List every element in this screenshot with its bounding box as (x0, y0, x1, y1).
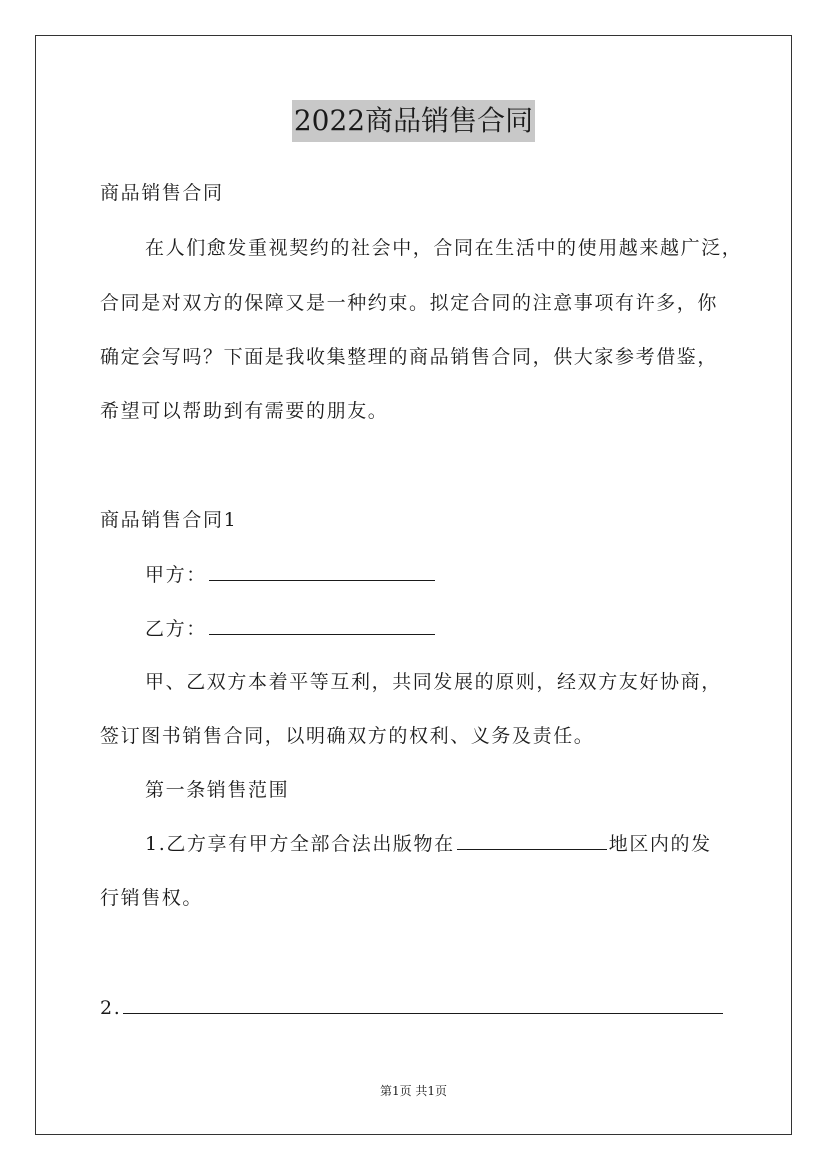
intro-line-4: 希望可以帮助到有需要的朋友。 (100, 400, 389, 422)
clause-1-prefix: 1.乙方享有甲方全部合法出版物在 (145, 833, 455, 855)
clause-2-prefix: 2. (100, 997, 122, 1019)
party-b-label: 乙方： (145, 618, 207, 640)
party-a-label: 甲方： (145, 564, 207, 586)
intro-line-1: 在人们愈发重视契约的社会中，合同在生活中的使用越来越广泛， (145, 237, 743, 259)
clause-1-line (145, 831, 712, 857)
document-title: 2022商品销售合同 (292, 100, 535, 142)
intro-line-3: 确定会写吗？下面是我收集整理的商品销售合同，供大家参考借鉴， (100, 346, 719, 368)
clause-1-cont: 行销售权。 (100, 887, 204, 909)
party-a-line (145, 562, 437, 588)
party-b-line (145, 616, 437, 642)
subheading: 商品销售合同 (100, 182, 224, 204)
page-footer: 第1页 共1页 (379, 1084, 448, 1098)
party-b-blank (209, 616, 435, 635)
article-1-title: 第一条销售范围 (145, 779, 290, 801)
clause-1-suffix: 地区内的发 (608, 833, 712, 855)
clause-2-line (100, 995, 725, 1021)
party-a-blank (209, 562, 435, 581)
agreement-line-2: 签订图书销售合同，以明确双方的权利、义务及责任。 (100, 725, 595, 747)
section-title: 商品销售合同1 (100, 509, 238, 531)
agreement-line-1: 甲、乙双方本着平等互利，共同发展的原则，经双方友好协商， (145, 671, 722, 693)
clause-2-blank (123, 995, 723, 1014)
document-title-wrapper (0, 100, 827, 142)
clause-1-blank (457, 831, 607, 850)
intro-line-2: 合同是对双方的保障又是一种约束。拟定合同的注意事项有许多，你 (100, 292, 719, 314)
